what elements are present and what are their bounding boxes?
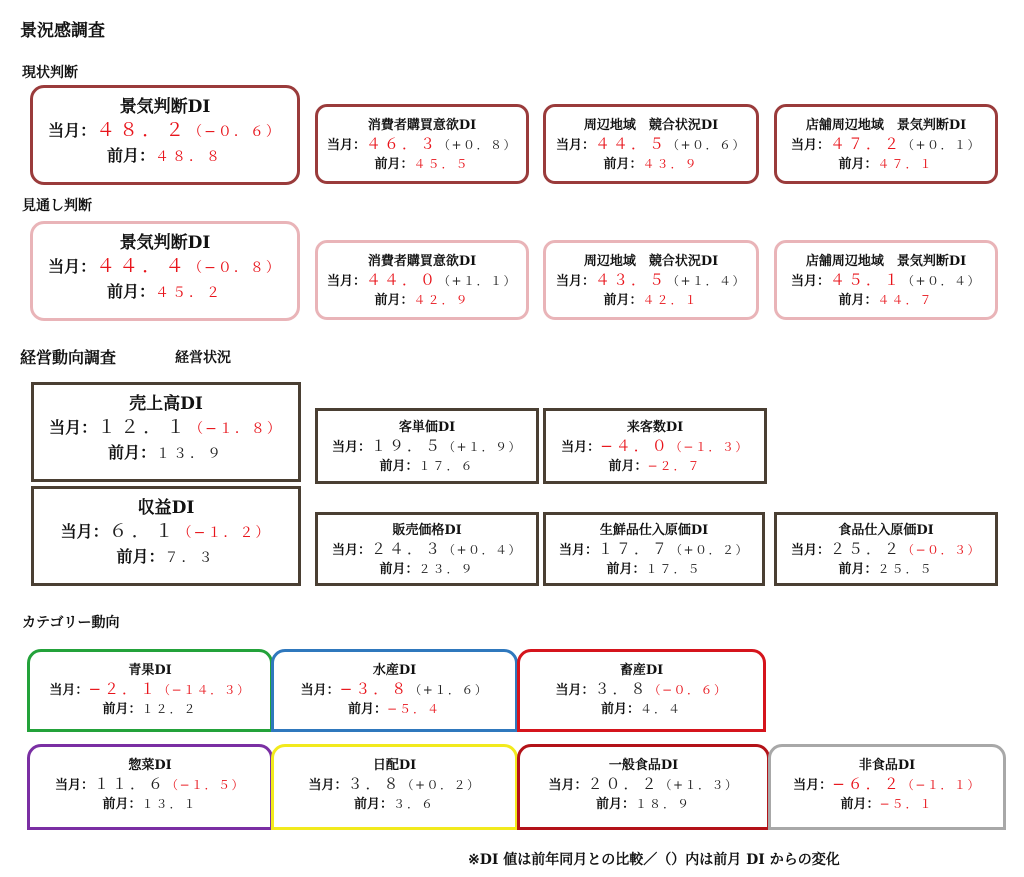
- now-label: 当月：: [793, 778, 833, 793]
- now-value: ６．１: [108, 520, 178, 542]
- mgmt-card-unit-price: [315, 408, 539, 484]
- prev-label: 前月：: [608, 459, 648, 474]
- prev-label: 前月：: [603, 293, 643, 308]
- prev-value: ４７．１: [877, 157, 934, 171]
- current-card-competition: [543, 104, 759, 184]
- now-label: 当月：: [48, 121, 97, 140]
- category-card-non-food: [768, 744, 1006, 830]
- now-value: −２．１: [88, 680, 159, 698]
- diff-value: （−１．８）: [189, 421, 283, 437]
- now-label: 当月：: [60, 522, 109, 541]
- prev-value: １２．２: [141, 702, 198, 716]
- now-value: −４．０: [600, 437, 670, 455]
- card-title: 消費者購買意欲DI: [367, 254, 477, 269]
- diff-value: （+０．６）: [666, 138, 747, 152]
- diff-value: （−１．２）: [177, 525, 272, 541]
- outlook-card-business: [30, 221, 300, 321]
- page-title: 景況感調査: [20, 21, 105, 41]
- now-label: 当月：: [326, 274, 366, 289]
- prev-value: ４５．５: [413, 157, 470, 171]
- prev-label: 前月：: [106, 282, 155, 301]
- now-value: ２０．２: [587, 775, 660, 793]
- now-label: 当月：: [308, 778, 348, 793]
- prev-label: 前月：: [374, 157, 414, 172]
- card-title: 惣菜DI: [128, 758, 172, 773]
- section-heading-current: 現状判断: [22, 65, 78, 81]
- outlook-card-consumer: [315, 240, 529, 320]
- prev-label: 前月：: [379, 562, 419, 577]
- prev-value: ４４．７: [877, 293, 934, 307]
- now-label: 当月：: [555, 274, 595, 289]
- now-value: ４６．３: [365, 135, 438, 153]
- now-label: 当月：: [790, 274, 830, 289]
- prev-value: １７．５: [645, 562, 702, 576]
- now-value: ３．８: [594, 680, 649, 698]
- prev-label: 前月：: [840, 797, 880, 812]
- section-subheading-management: 経営状況: [175, 350, 231, 366]
- prev-value: ３．６: [393, 797, 436, 811]
- prev-label: 前月：: [353, 797, 393, 812]
- prev-value: １７．６: [418, 459, 475, 473]
- prev-label: 前月：: [374, 293, 414, 308]
- now-value: ４７．２: [829, 135, 902, 153]
- card-title: 店舗周辺地域 景気判断DI: [805, 118, 967, 133]
- prev-label: 前月：: [102, 797, 142, 812]
- diff-value: （+０．２）: [669, 543, 750, 557]
- card-title: 食品仕入原価DI: [838, 523, 934, 538]
- prev-value: −２．７: [647, 459, 702, 473]
- outlook-card-competition: [543, 240, 759, 320]
- diff-value: （+０．８）: [437, 138, 518, 152]
- now-value: ２４．３: [370, 540, 443, 558]
- diff-value: （+１．６）: [409, 683, 489, 697]
- diff-value: （+１．９）: [442, 440, 523, 454]
- now-value: １１．６: [93, 775, 166, 793]
- prev-label: 前月：: [347, 702, 387, 717]
- now-label: 当月：: [326, 138, 366, 153]
- diff-value: （+１．１）: [437, 274, 518, 288]
- card-title: 一般食品DI: [608, 758, 679, 773]
- diff-value: （+０．４）: [901, 274, 982, 288]
- now-value: ４４．０: [365, 271, 438, 289]
- card-title: 青果DI: [128, 663, 172, 678]
- prev-value: −５．１: [879, 797, 934, 811]
- now-value: １９．５: [370, 437, 443, 455]
- mgmt-card-selling-price: [315, 512, 539, 586]
- prev-label: 前月：: [379, 459, 419, 474]
- mgmt-card-sales: [31, 382, 301, 482]
- diff-value: （−１．５）: [165, 778, 246, 792]
- mgmt-card-food-cost: [774, 512, 998, 586]
- section-heading-outlook: 見通し判断: [22, 198, 92, 214]
- prev-label: 前月：: [106, 146, 155, 165]
- prev-label: 前月：: [606, 562, 646, 577]
- card-title: 周辺地域 競合状況DI: [583, 118, 719, 133]
- now-value: ４３．５: [594, 271, 667, 289]
- category-card-produce: [27, 649, 273, 732]
- prev-label: 前月：: [107, 443, 156, 462]
- mgmt-card-fresh-cost: [543, 512, 765, 586]
- now-label: 当月：: [300, 683, 340, 698]
- category-card-meat: [517, 649, 766, 732]
- prev-label: 前月：: [600, 702, 640, 717]
- prev-label: 前月：: [595, 797, 635, 812]
- category-card-daily: [271, 744, 518, 830]
- diff-value: （−１４．３）: [158, 683, 251, 697]
- now-label: 当月：: [790, 543, 830, 558]
- diff-value: （+０．４）: [442, 543, 523, 557]
- diff-value: （−０．６）: [188, 124, 282, 140]
- section-heading-category: カテゴリー動向: [22, 615, 120, 631]
- prev-value: ２５．５: [877, 562, 934, 576]
- prev-label: 前月：: [838, 157, 878, 172]
- now-value: ３．８: [347, 775, 402, 793]
- prev-value: ４．４: [640, 702, 683, 716]
- current-card-business: [30, 85, 300, 185]
- card-title: 水産DI: [372, 663, 417, 678]
- prev-label: 前月：: [838, 562, 878, 577]
- diff-value: （+１．４）: [666, 274, 747, 288]
- current-card-consumer: [315, 104, 529, 184]
- diff-value: （+１．３）: [659, 778, 739, 792]
- now-label: 当月：: [54, 778, 94, 793]
- card-title: 非食品DI: [858, 758, 916, 773]
- mgmt-card-profit: [31, 486, 301, 586]
- now-value: ４４．５: [594, 135, 667, 153]
- now-label: 当月：: [331, 440, 371, 455]
- now-label: 当月：: [49, 418, 98, 437]
- now-label: 当月：: [790, 138, 830, 153]
- prev-value: ４２．９: [413, 293, 470, 307]
- now-label: 当月：: [548, 778, 588, 793]
- now-value: ４８．２: [96, 119, 189, 141]
- prev-label: 前月：: [603, 157, 643, 172]
- prev-value: ２３．９: [418, 562, 475, 576]
- prev-value: ４２．１: [642, 293, 699, 307]
- current-card-store-area: [774, 104, 998, 184]
- card-title: 畜産DI: [619, 663, 664, 678]
- card-title: 生鮮品仕入原価DI: [599, 523, 709, 538]
- prev-value: ７．３: [164, 550, 216, 566]
- now-value: −３．８: [339, 680, 410, 698]
- now-label: 当月：: [48, 257, 97, 276]
- card-title: 収益DI: [137, 498, 195, 518]
- prev-value: ４３．９: [642, 157, 699, 171]
- now-value: １７．７: [597, 540, 670, 558]
- card-title: 景気判断DI: [119, 233, 211, 253]
- card-title: 販売価格DI: [392, 523, 462, 538]
- card-title: 日配DI: [372, 758, 417, 773]
- card-title: 景気判断DI: [119, 97, 211, 117]
- diff-value: （+０．２）: [401, 778, 481, 792]
- category-card-seafood: [271, 649, 518, 732]
- now-label: 当月：: [558, 543, 598, 558]
- prev-label: 前月：: [116, 547, 165, 566]
- diff-value: （−０．８）: [188, 260, 282, 276]
- diff-value: （−１．３）: [669, 440, 749, 454]
- card-title: 消費者購買意欲DI: [367, 118, 477, 133]
- now-label: 当月：: [331, 543, 371, 558]
- prev-value: ４８．８: [155, 149, 223, 165]
- prev-value: −５．４: [386, 702, 442, 716]
- card-title: 周辺地域 競合状況DI: [583, 254, 719, 269]
- now-label: 当月：: [555, 683, 595, 698]
- now-label: 当月：: [49, 683, 89, 698]
- prev-label: 前月：: [102, 702, 142, 717]
- diff-value: （−１．１）: [901, 778, 981, 792]
- now-value: ２５．２: [829, 540, 902, 558]
- prev-value: １３．９: [156, 446, 224, 462]
- prev-value: ４５．２: [155, 285, 223, 301]
- diff-value: （+０．１）: [901, 138, 982, 152]
- category-card-deli: [27, 744, 273, 830]
- now-value: −６．２: [832, 775, 902, 793]
- card-title: 客単価DI: [398, 420, 456, 435]
- card-title: 店舗周辺地域 景気判断DI: [805, 254, 967, 269]
- now-value: １２．１: [97, 416, 190, 438]
- category-card-general-food: [517, 744, 770, 830]
- card-title: 売上高DI: [129, 394, 203, 414]
- diff-value: （−０．６）: [648, 683, 728, 697]
- now-value: ４５．１: [829, 271, 902, 289]
- prev-value: １８．９: [635, 797, 692, 811]
- card-title: 来客数DI: [626, 420, 684, 435]
- footnote: ※DI 値は前年同月との比較／（）内は前月 DI からの変化: [468, 852, 840, 868]
- prev-label: 前月：: [838, 293, 878, 308]
- section-heading-management: 経営動向調査: [20, 348, 117, 367]
- now-value: ４４．４: [96, 255, 189, 277]
- mgmt-card-customers: [543, 408, 767, 484]
- diff-value: （−０．３）: [901, 543, 982, 557]
- outlook-card-store-area: [774, 240, 998, 320]
- now-label: 当月：: [561, 440, 601, 455]
- prev-value: １３．１: [141, 797, 198, 811]
- now-label: 当月：: [555, 138, 595, 153]
